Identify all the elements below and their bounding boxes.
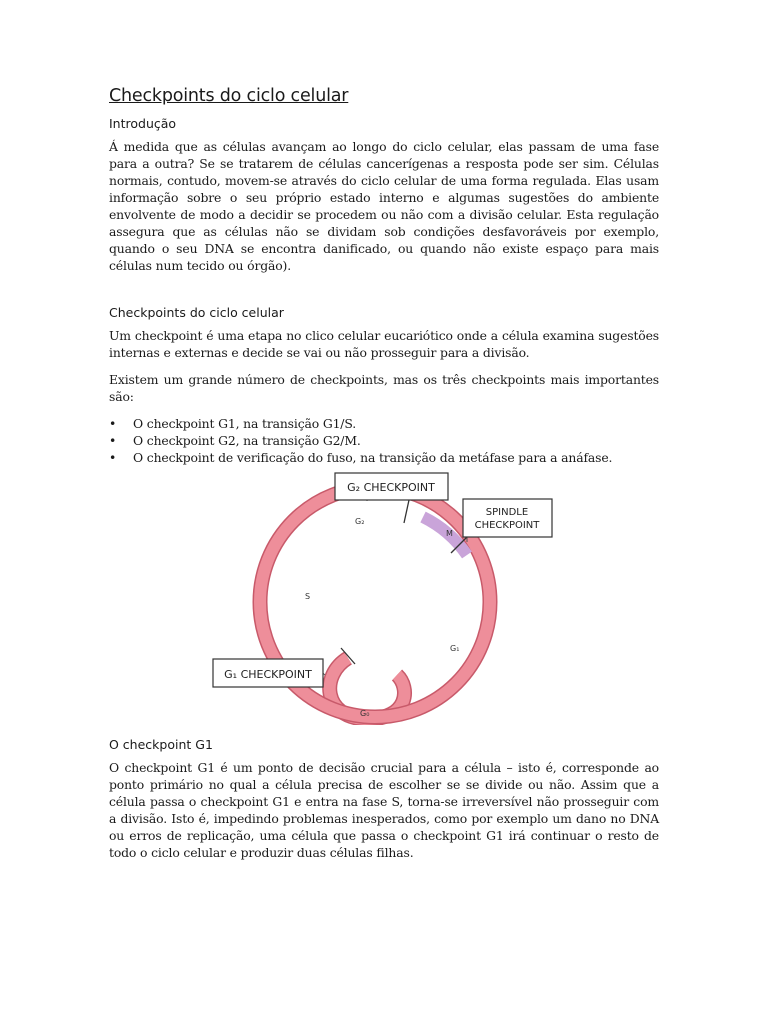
intro-paragraph: Á medida que as células avançam ao longo do ciclo celular, elas passam de uma fase para a outra? Se se tratarem de células cancerígenas a resposta pode ser sim. Células normais, contudo, movem-se através do ciclo celular de uma forma regulada. Elas usam informação sobre o seu próprio estado interno e algumas sugestões do ambiente envolvente de modo a decidir se procedem ou não com a divisão celular. Esta regulação assegura que as células não se dividam sob condições desfavoráveis por exemplo, quando o seu DNA se encontra danificado, ou quando não existe espaço para mais células num tecido ou órgão). bbox=[109, 139, 659, 273]
phase-g1-label: G₁ bbox=[450, 644, 460, 653]
g2-checkpoint-label: G₂ CHECKPOINT bbox=[347, 481, 435, 494]
phase-g2-label: G₂ bbox=[355, 517, 365, 526]
spindle-label-line2: CHECKPOINT bbox=[474, 520, 540, 531]
checkpoints-heading: Checkpoints do ciclo celular bbox=[109, 305, 284, 320]
cell-cycle-diagram bbox=[205, 465, 565, 725]
intro-heading: Introdução bbox=[109, 116, 177, 131]
g1-paragraph: O checkpoint G1 é um ponto de decisão crucial para a célula – isto é, corresponde ao ponto primário no qual a célula precisa de escolher se se divide ou não. Assim que a célula passa o checkpoint G1 e entra na fase S, torna-se irreversível não prosseguir com a divisão. Isto é, impedindo problemas inesperados, como por exemplo um dano no DNA ou erros de replicação, uma célula que passa o checkpoint G1 irá continuar o resto de todo o ciclo celular e produzir duas células filhas. bbox=[109, 760, 659, 860]
g1-section bbox=[109, 737, 659, 871]
spindle-label-line1: SPINDLE bbox=[485, 507, 529, 518]
g2-checkpoint-mark bbox=[404, 500, 409, 523]
phase-m-label: M bbox=[446, 529, 453, 538]
list-item: • O checkpoint G2, na transição G2/M. bbox=[133, 432, 659, 449]
checkpoints-paragraph-2: Existem um grande número de checkpoints, mas os três checkpoints mais importantes são: bbox=[109, 372, 659, 404]
document-body bbox=[109, 86, 659, 466]
checkpoints-paragraph-1: Um checkpoint é uma etapa no clico celular eucariótico onde a célula examina sugestões internas e externas e decide se vai ou não prosseguir para a divisão. bbox=[109, 328, 659, 360]
g1-checkpoint-label: G₁ CHECKPOINT bbox=[224, 668, 312, 681]
phase-g0-label: G₀ bbox=[360, 709, 370, 718]
g1-heading: O checkpoint G1 bbox=[109, 737, 213, 752]
page-title: Checkpoints do ciclo celular bbox=[109, 86, 349, 106]
list-item: • O checkpoint G1, na transição G1/S. bbox=[133, 415, 659, 432]
list-item: • O checkpoint de verificação do fuso, na transição da metáfase para a anáfase. bbox=[133, 449, 659, 466]
phase-s-label: S bbox=[305, 592, 311, 601]
checkpoint-list bbox=[109, 415, 659, 466]
spindle-checkpoint-box bbox=[463, 499, 552, 537]
